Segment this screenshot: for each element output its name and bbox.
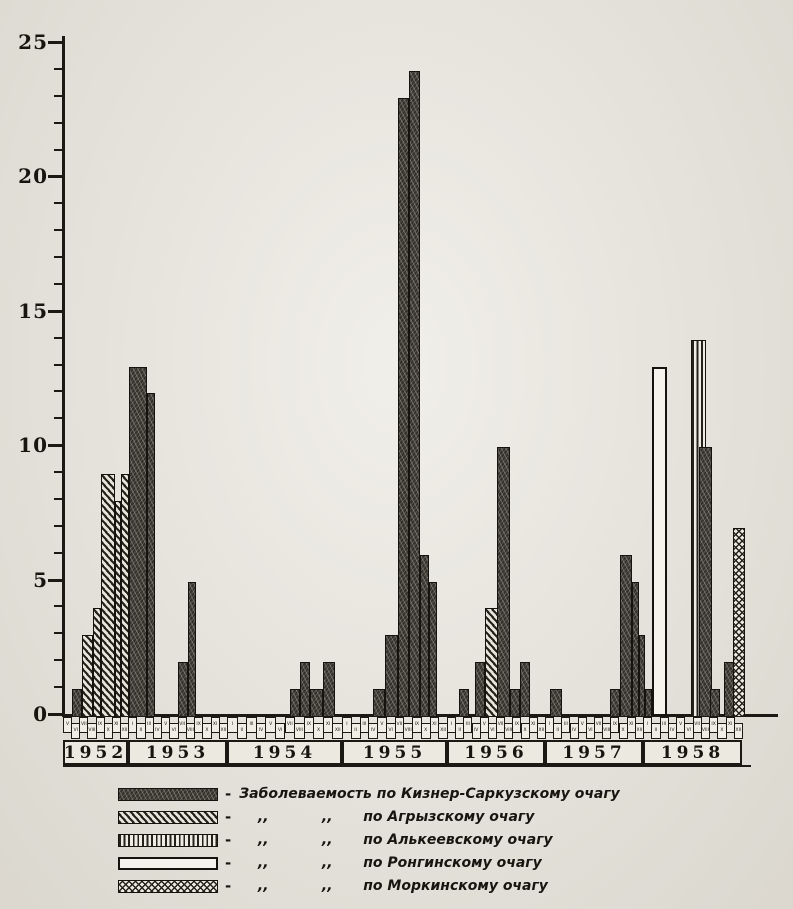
bar-kizner <box>129 367 147 716</box>
month-cell: I <box>128 717 137 733</box>
month-cell: XI <box>323 717 334 733</box>
y-minor-tick <box>54 149 63 151</box>
bar-kizner <box>373 689 385 716</box>
month-cell: IV <box>570 723 579 739</box>
month-cell: III <box>660 717 669 733</box>
bar-rong <box>652 367 667 716</box>
month-cell: VIII <box>186 723 195 739</box>
y-major-tick <box>48 310 63 313</box>
bar-kizner <box>632 582 639 716</box>
y-minor-tick <box>54 552 63 554</box>
month-cell: IX <box>194 717 203 733</box>
year-cell: 1954 <box>227 740 342 765</box>
month-cell: XII <box>332 723 343 739</box>
month-cell: I <box>447 717 456 733</box>
year-cell: 1955 <box>342 740 447 765</box>
legend-ditto-mark: ,, <box>321 855 333 871</box>
y-major-tick <box>48 175 63 178</box>
month-cell: VI <box>586 723 595 739</box>
month-cell: VI <box>275 723 286 739</box>
y-major-tick <box>48 713 63 716</box>
y-tick-label: 25 <box>18 30 48 54</box>
bar-kizner <box>520 662 530 716</box>
month-cell: V <box>676 717 685 733</box>
y-minor-tick <box>54 525 63 527</box>
month-cell: XII <box>219 723 228 739</box>
bar-morkin <box>733 528 745 716</box>
bar-kizner <box>147 393 155 716</box>
y-major-tick <box>48 579 63 582</box>
month-cell: V <box>480 717 489 733</box>
month-cell: IX <box>709 717 718 733</box>
bar-kizner <box>510 689 520 716</box>
legend-label: по Алькеевскому очагу <box>363 832 553 848</box>
legend-label: по Моркинскому очагу <box>363 878 548 894</box>
legend-ditto-mark: ,, <box>321 809 333 825</box>
legend-swatch-morkin <box>118 880 218 893</box>
bar-kizner <box>300 662 310 716</box>
y-minor-tick <box>54 283 63 285</box>
legend-dash: - <box>225 854 232 872</box>
bar-agryz <box>121 474 129 716</box>
month-cell: IX <box>610 717 619 733</box>
y-minor-tick <box>54 68 63 70</box>
y-minor-tick <box>54 95 63 97</box>
bar-agryz <box>82 635 93 716</box>
y-minor-tick <box>54 337 63 339</box>
month-cell: XI <box>430 717 440 733</box>
y-minor-tick <box>54 390 63 392</box>
month-cell: IV <box>153 723 162 739</box>
y-tick-label: 15 <box>18 298 48 323</box>
legend-row <box>118 786 620 802</box>
month-cell: VII <box>79 717 88 733</box>
month-cell: II <box>237 723 248 739</box>
month-cell: VI <box>71 723 80 739</box>
bar-kizner <box>429 582 437 716</box>
month-cell: II <box>553 723 562 739</box>
month-cell: III <box>360 717 370 733</box>
month-cell: III <box>463 717 472 733</box>
year-cell: 1958 <box>643 740 742 765</box>
month-cell: VII <box>496 717 505 733</box>
y-tick-label: 5 <box>33 567 48 592</box>
month-cell: V <box>578 717 587 733</box>
month-cell: XII <box>438 723 448 739</box>
legend-dash: - <box>225 831 232 849</box>
month-cell: VII <box>594 717 603 733</box>
month-cell: VII <box>285 717 296 733</box>
month-cell: IX <box>412 717 422 733</box>
month-cell: XI <box>726 717 735 733</box>
legend-swatch-agryz <box>118 811 218 824</box>
legend-dash: - <box>225 877 232 895</box>
bar-kizner <box>459 689 469 716</box>
legend-row <box>118 809 534 825</box>
bar-kizner <box>620 555 632 716</box>
month-cell: X <box>619 723 628 739</box>
y-minor-tick <box>54 122 63 124</box>
month-cell: VI <box>169 723 178 739</box>
month-cell: XI <box>211 717 220 733</box>
month-cell: V <box>377 717 387 733</box>
bar-agryz <box>93 608 101 716</box>
bar-kizner <box>409 71 420 716</box>
month-cell: II <box>455 723 464 739</box>
month-cell: II <box>651 723 660 739</box>
month-cell: XII <box>734 723 743 739</box>
year-cell: 1952 <box>63 740 128 765</box>
month-cell: III <box>145 717 154 733</box>
bar-kizner <box>475 662 485 716</box>
bar-kizner <box>398 98 409 716</box>
y-major-tick <box>48 444 63 447</box>
year-cell: 1953 <box>128 740 227 765</box>
month-cell: II <box>351 723 361 739</box>
month-cell: VIII <box>403 723 413 739</box>
legend-row <box>118 878 548 894</box>
month-cell: XII <box>537 723 546 739</box>
year-cell: 1956 <box>447 740 545 765</box>
legend-swatch-rong <box>118 857 218 870</box>
bar-kizner <box>550 689 562 716</box>
bar-kizner <box>310 689 323 716</box>
month-cell: I <box>342 717 352 733</box>
month-cell: IV <box>472 723 481 739</box>
bar-kizner <box>710 689 720 716</box>
y-minor-tick <box>54 256 63 258</box>
bar-kizner <box>72 689 82 716</box>
y-minor-tick <box>54 229 63 231</box>
month-cell: V <box>63 717 72 733</box>
month-cell: IV <box>368 723 378 739</box>
month-cell: XII <box>120 723 129 739</box>
y-minor-tick <box>54 417 63 419</box>
legend-ditto-mark: ,, <box>257 809 269 825</box>
bar-kizner <box>420 555 429 716</box>
legend-label: по Агрызскому очагу <box>363 809 535 825</box>
month-cell: IV <box>256 723 267 739</box>
legend-swatch-alkeev <box>118 834 218 847</box>
month-cell: VI <box>386 723 396 739</box>
legend-row <box>118 855 542 871</box>
month-cell: XII <box>635 723 644 739</box>
month-cell: X <box>521 723 530 739</box>
month-cell: VIII <box>504 723 513 739</box>
month-cell: VIII <box>87 723 96 739</box>
bar-kizner <box>645 689 652 716</box>
month-cell: X <box>421 723 431 739</box>
legend-ditto-mark: ,, <box>257 878 269 894</box>
month-cell: V <box>161 717 170 733</box>
y-minor-tick <box>54 364 63 366</box>
month-cell: VI <box>684 723 693 739</box>
month-cell: VII <box>693 717 702 733</box>
bar-kizner <box>178 662 188 716</box>
y-minor-tick <box>54 686 63 688</box>
bar-kizner <box>385 635 398 716</box>
year-cell: 1957 <box>545 740 643 765</box>
bar-kizner <box>610 689 620 716</box>
month-cell: X <box>717 723 726 739</box>
month-cell: II <box>136 723 145 739</box>
bar-kizner <box>497 447 510 716</box>
y-tick-label: 0 <box>33 702 48 726</box>
y-minor-tick <box>54 659 63 661</box>
bar-kizner <box>699 447 712 716</box>
legend-dash: - <box>225 808 232 826</box>
month-cell: XI <box>627 717 636 733</box>
legend-label: Заболеваемость по Кизнер-Саркузскому очагу <box>239 786 620 802</box>
y-minor-tick <box>54 498 63 500</box>
month-cell: IX <box>96 717 105 733</box>
month-cell: X <box>313 723 324 739</box>
month-cell: IX <box>304 717 315 733</box>
bar-kizner <box>323 662 335 716</box>
month-cell: I <box>227 717 238 733</box>
y-minor-tick <box>54 632 63 634</box>
month-cell: X <box>104 723 113 739</box>
y-tick-label: 10 <box>18 433 48 458</box>
month-cell: VIII <box>294 723 305 739</box>
month-cell: VII <box>178 717 187 733</box>
month-cell: VI <box>488 723 497 739</box>
bar-kizner <box>188 582 196 716</box>
y-minor-tick <box>54 605 63 607</box>
month-cell: XI <box>529 717 538 733</box>
legend-ditto-mark: ,, <box>257 832 269 848</box>
legend-label: по Ронгинскому очагу <box>363 855 542 871</box>
month-cell: I <box>545 717 554 733</box>
month-cell: IX <box>512 717 521 733</box>
y-major-tick <box>48 41 63 44</box>
month-cell: III <box>246 717 257 733</box>
month-cell: VII <box>395 717 405 733</box>
y-axis <box>62 36 65 717</box>
month-cell: IV <box>668 723 677 739</box>
bar-kizner <box>290 689 300 716</box>
legend-ditto-mark: ,, <box>257 855 269 871</box>
y-minor-tick <box>54 471 63 473</box>
month-cell: XI <box>112 717 121 733</box>
year-row-bottom-rule <box>63 765 751 767</box>
y-tick-label: 20 <box>18 164 48 189</box>
legend-dash: - <box>225 785 232 803</box>
bar-agryz <box>101 474 115 716</box>
legend-ditto-mark: ,, <box>321 878 333 894</box>
month-cell: III <box>561 717 570 733</box>
month-cell: VIII <box>701 723 710 739</box>
month-cell: V <box>265 717 276 733</box>
legend-row <box>118 832 553 848</box>
month-cell: VIII <box>602 723 611 739</box>
y-minor-tick <box>54 202 63 204</box>
month-cell: I <box>643 717 652 733</box>
month-cell: X <box>202 723 211 739</box>
legend-swatch-kizner <box>118 788 218 801</box>
legend-ditto-mark: ,, <box>321 832 333 848</box>
